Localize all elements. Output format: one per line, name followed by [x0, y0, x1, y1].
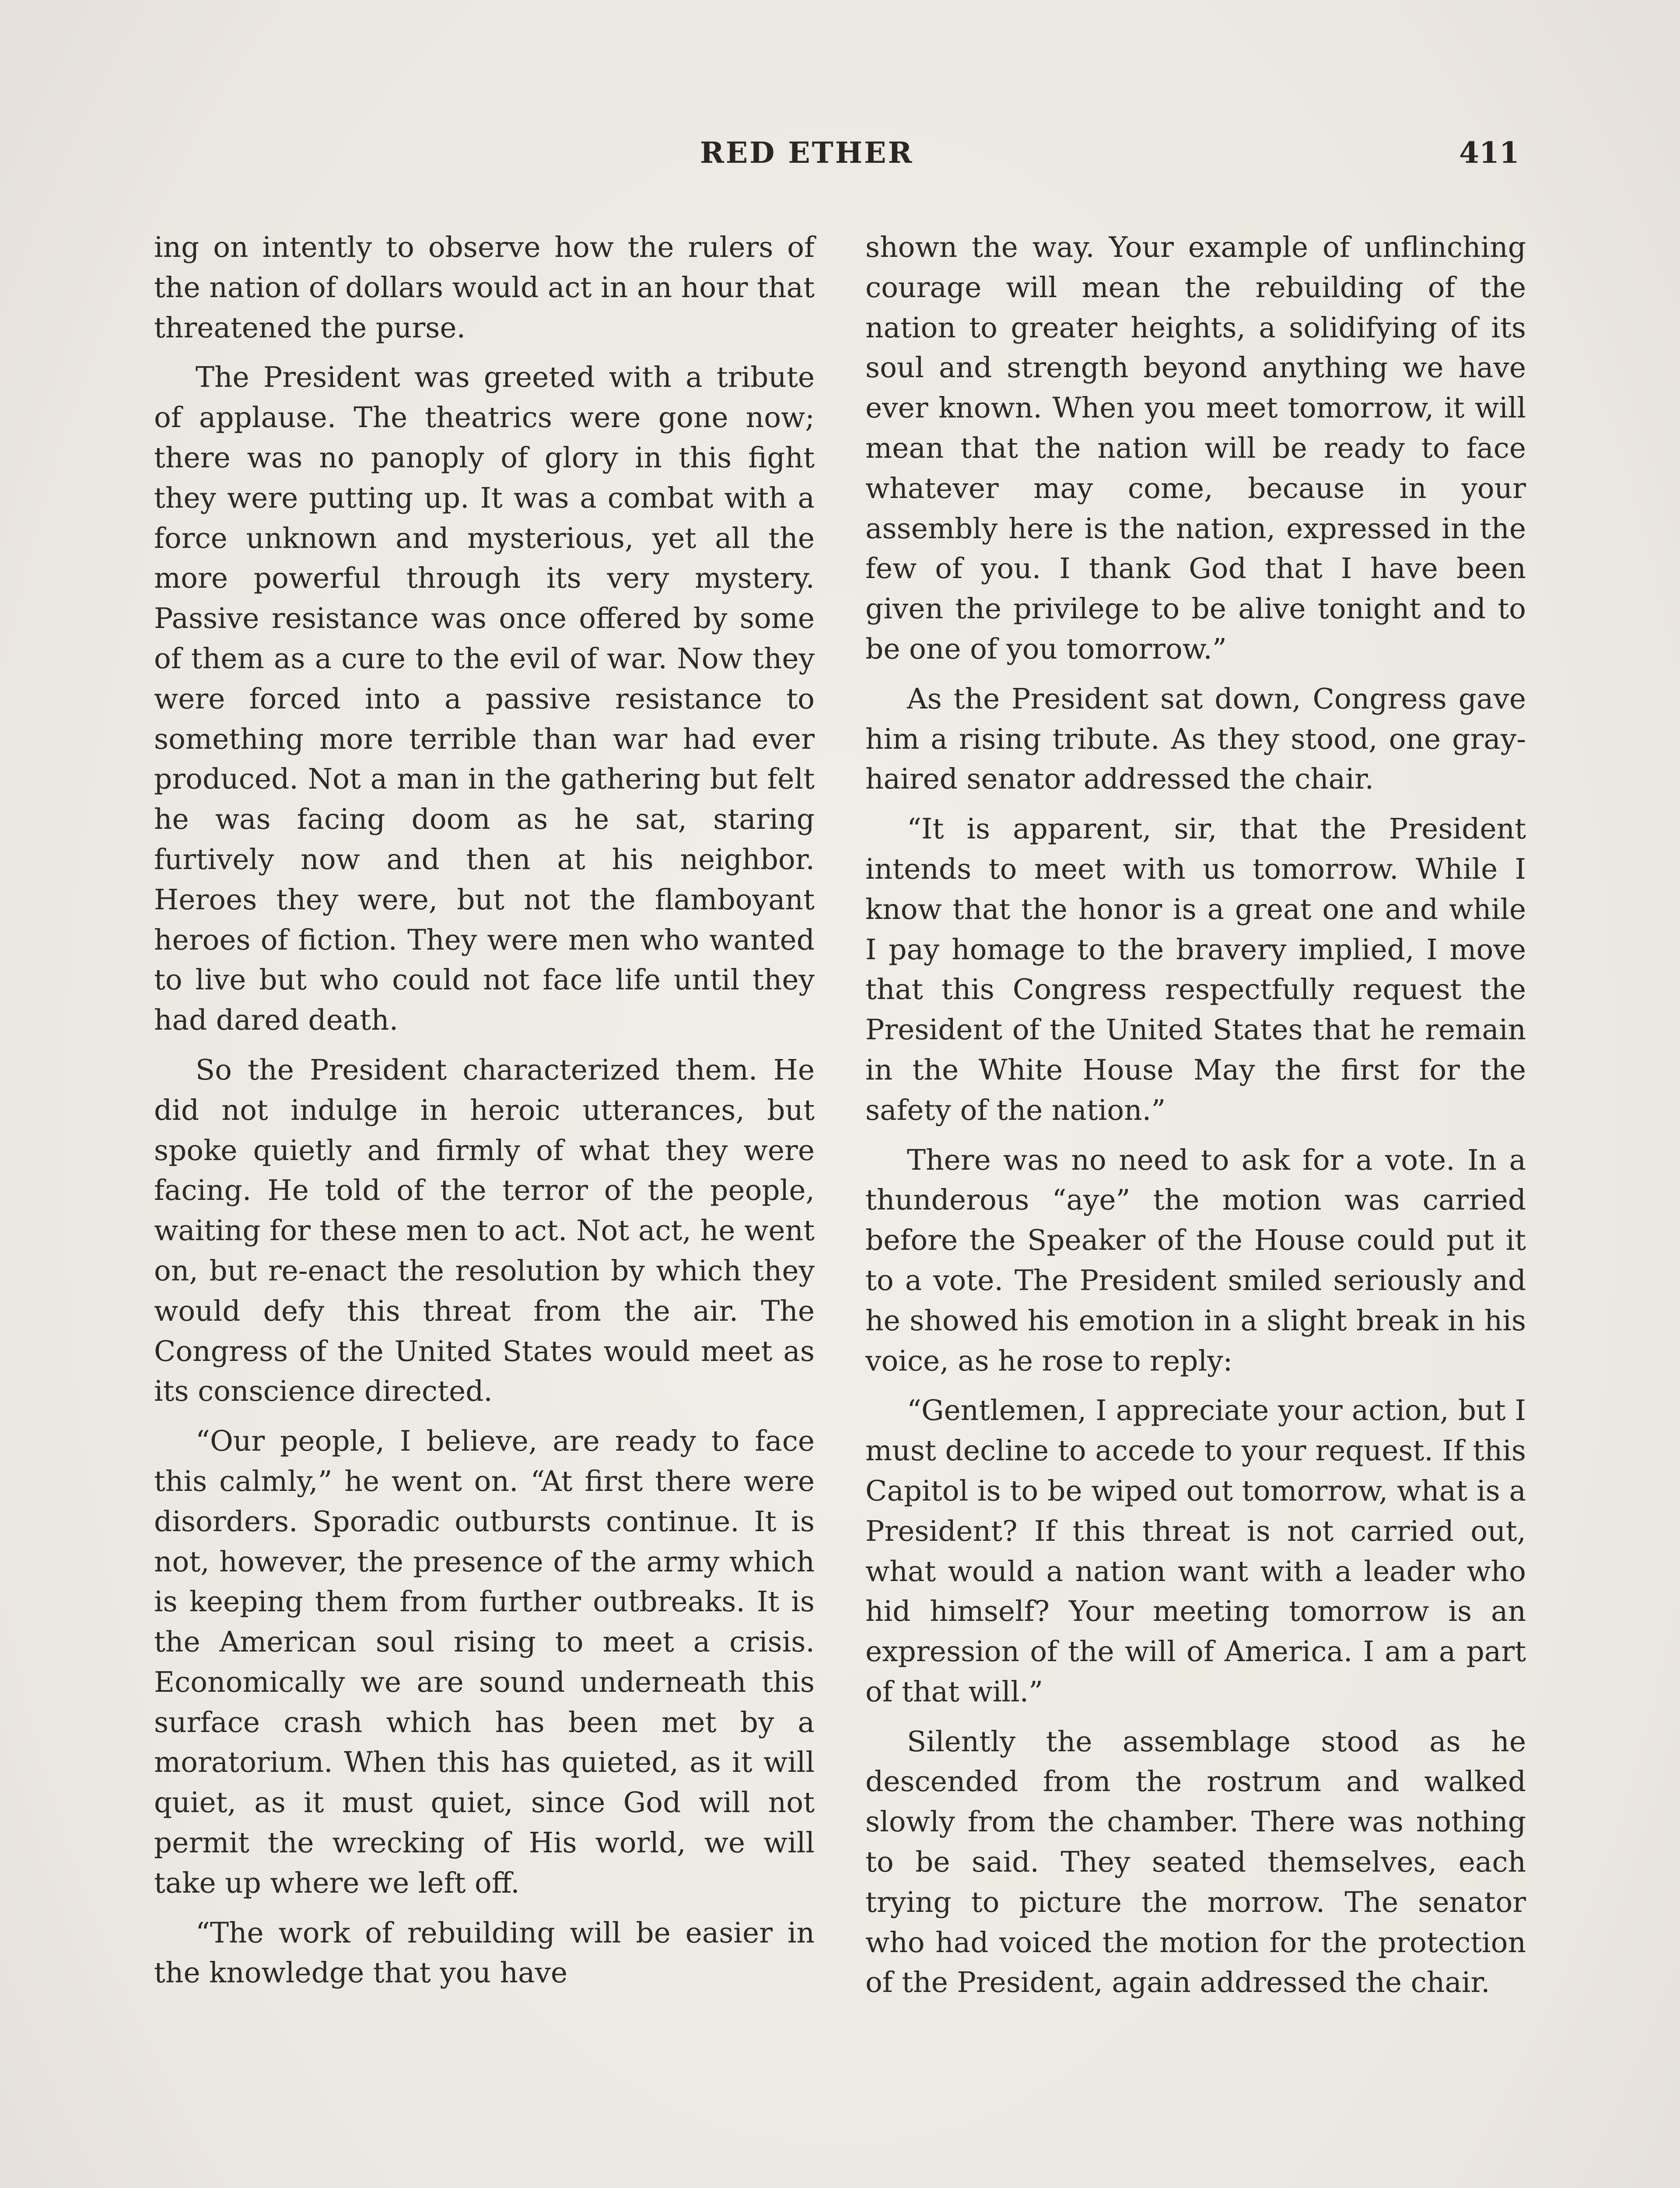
running-title: RED ETHER: [700, 136, 914, 170]
page-number: 411: [1459, 136, 1519, 170]
running-header: [0, 136, 1680, 184]
paragraph: So the President characterized them. He did not indulge in heroic utterances, but spoke quietly and firmly of what they were facing. He told of the terror of the people, waiting for these men to act. Not act, he went on, but re-enact the resolution by which they would defy this threat from the air. The Congress of the United States would meet as its conscience directed.: [154, 1053, 815, 1408]
left-column: [154, 228, 815, 2003]
paragraph: Silently the assemblage stood as he descended from the rostrum and walked slowly from the chamber. There was nothing to be said. They seated themselves, each trying to picture the morrow. The senator who had voiced the motion for the protection of the President, again addressed the chair.: [865, 1725, 1526, 1999]
paragraph-continued: shown the way. Your example of unflinching courage will mean the rebuilding of the nation to greater heights, a solidifying of its soul and strength beyond anything we have ever known. When you meet tomorrow, it will mean that the nation will be ready to face whatever may come, because in your assembly here is the nation, expressed in the few of you. I thank God that I have been given the privilege to be alive tonight and to be one of you tomorrow.”: [865, 231, 1526, 666]
paragraph: “The work of rebuilding will be easier in the knowledge that you have: [154, 1916, 815, 1990]
paragraph: “It is apparent, sir, that the President intends to meet with us tomorrow. While I know that the honor is a great one and while I pay homage to the bravery implied, I move that this Congress respectfully request the President of the United States that he remain in the White House May the first for the safety of the nation.”: [865, 813, 1526, 1127]
paragraph: “Gentlemen, I appreciate your action, but I must decline to accede to your request. If this Capitol is to be wiped out tomorrow, what is a President? If this threat is not carried out, what would a nation want with a leader who hid himself? Your meeting tomorrow is an expression of the will of America. I am a part of that will.”: [865, 1394, 1526, 1708]
paragraph-continued: ing on intently to observe how the rulers of the nation of dollars would act in an hour that threatened the purse.: [154, 231, 815, 344]
paragraph: There was no need to ask for a vote. In a thunderous “aye” the motion was carried before the Speaker of the House could put it to a vote. The President smiled seriously and he showed his emotion in a slight break in his voice, as he rose to reply:: [865, 1143, 1526, 1378]
right-column: [865, 228, 1526, 2013]
paragraph: The President was greeted with a tribute of applause. The theatrics were gone now; there was no panoply of glory in this fight they were putting up. It was a combat with a force unknown and mysterious, yet all the more powerful through its very mystery. Passive resistance was once offered by some of them as a cure to the evil of war. Now they were forced into a passive resistance to something more terrible than war had ever produced. Not a man in the gathering but felt he was facing doom as he sat, staring furtively now and then at his neighbor. Heroes they were, but not the flamboyant heroes of fiction. They were men who wanted to live but who could not face life until they had dared death.: [154, 361, 815, 1037]
paragraph: As the President sat down, Congress gave him a rising tribute. As they stood, one gray-haired senator addressed the chair.: [865, 682, 1526, 796]
paragraph: “Our people, I believe, are ready to face this calmly,” he went on. “At first there were disorders. Sporadic outbursts continue. It is not, however, the presence of the army which is keeping them from further outbreaks. It is the American soul rising to meet a crisis. Economically we are sound underneath this surface crash which has been met by a moratorium. When this has quieted, as it will quiet, as it must quiet, since God will not permit the wrecking of His world, we will take up where we left off.: [154, 1425, 815, 1900]
